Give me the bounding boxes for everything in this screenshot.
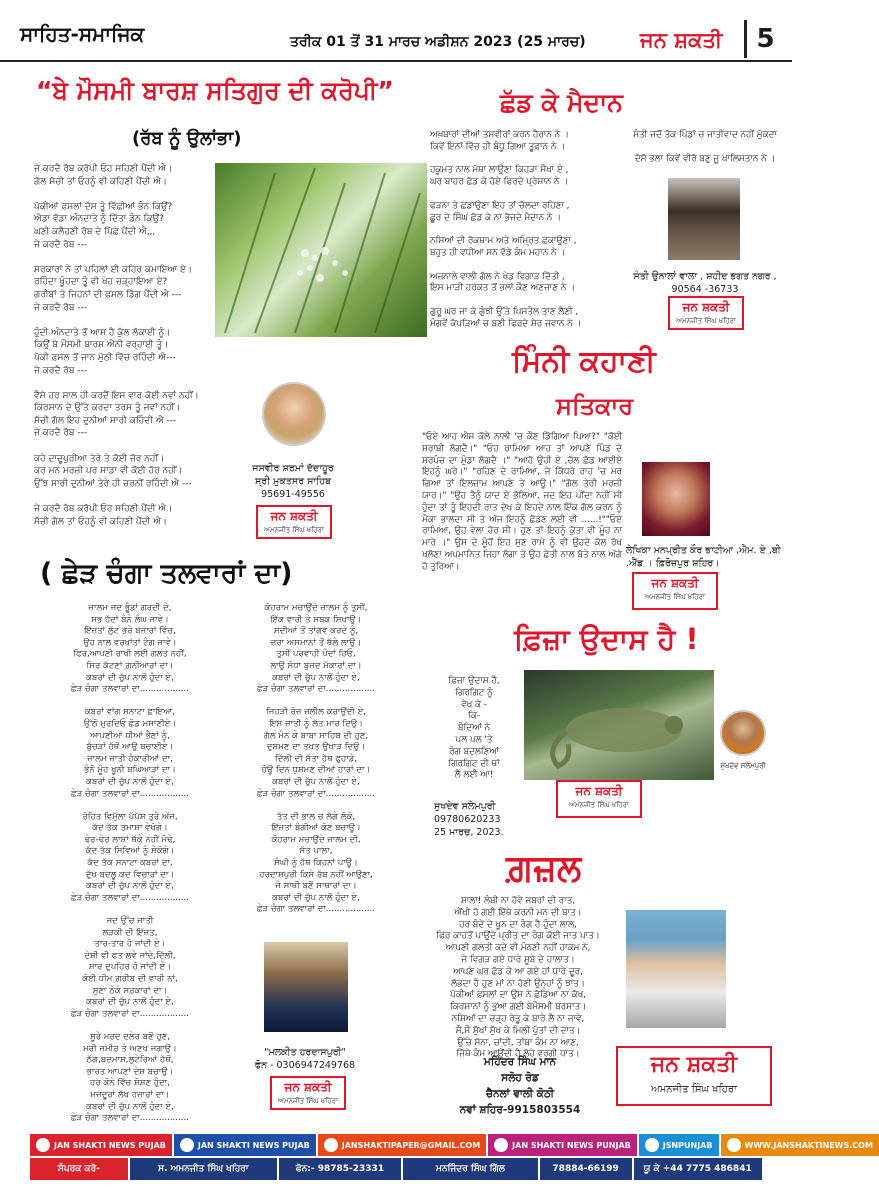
article6-author-line2: ਸਲੋਹ ਰੋਡ: [501, 1072, 539, 1084]
newspaper-logo: ਜਨ ਸ਼ਕਤੀ: [640, 28, 723, 52]
article6-author-name: ਮਹਿੰਦਰ ਸਿੰਘ ਮਾਨ: [483, 1056, 557, 1068]
contact-phone-uk[interactable]: ਯੂ ਕੇ +44 7775 486841: [634, 1158, 762, 1180]
globe-icon: [727, 1138, 741, 1152]
social-links-bar: [30, 1134, 873, 1156]
article5-body: ਫ਼ਿਜ਼ਾ ਉਦਾਸ ਹੈ, ਗਿਰਗਿਟ ਨੂੰ ਵੇਖ ਕੇ - ਕਿ- ਬੰਦਿਆਂ ਨੇ ਪਲ ਪਲ 'ਤੇ ਰੰਗ ਬਦਲਣਿਆਂ ਗਿਰਗਿਟ ਦੀ ਥਾਂ ਲੈ ਲਈ ਆ!: [448, 676, 500, 781]
email-link[interactable]: JANSHAKTIPAPER@GMAIL.COM: [318, 1134, 486, 1156]
author-manpreet-photo: [642, 462, 710, 536]
article2-col1: ਜ਼ਾਲਮ ਜਦ ਭੂੰਡਾਂ ਗਰਦੀ ਦੇ, ਸਭ ਹੱਦਾਂ ਬੰਨੇ ਲੰਘ ਜਾਵੇ। ਇੱਜ਼ਤਾਂ ਲੁੱਟ ਭਰੇ ਬਜ਼ਾਰਾਂ ਵਿੱਚ, ਉਹ ਨਾਲ ਵਰਖਾਂਤਾਂ ਟੰਗ ਜਾਵੇ। ਫਿਰ,ਆਪਣੀ ਰਾਖੀ ਲਈ ਗਲਤ ਨਹੀਂ, ਸਿਰ ਕੱਟਣਾਂ ਗ਼ਨੀਆਰਾਂ ਦਾ। ਕਬਰਾਂ ਦੀ ਚੁੱਪ ਨਾਲੋਂ ਹੁੰਦਾ ਏ, ਛੇੜ ਚੰਗਾ ਤਲਵਾਰਾਂ ਦਾ.................. ਕਬਰਾਂ ਵਾਂਗ ਸਨਾਟਾ ਛਾਇਆ, ਉੱਠੋ ਮੁਰਦਿਓ ਛੋਡ ਮਸਾਣੀਏ। ਆਪਣੀਆਂ ਧੀਆਂ ਭੈਣਾਂ ਨੂੰ, ਬੁੱਚੜਾਂ ਹੱਥੋਂ ਆਉ ਬਚਾਈਏ। ਜ਼ਾਲਮ ਜ਼ਾਤੀ ਹੰਕਾਰੀਆਂ ਦਾ, ਭੰਨੋ ਮੂੰਹ ਖੂਨੀ ਬਘਿਆੜਾਂ ਦਾ। ਕਬਰਾਂ ਦੀ ਚੁੱਪ ਨਾਲੋਂ ਹੁੰਦਾ ਏ, ਛੇੜ ਚੰਗਾ ਤਲਵਾਰਾਂ ਦਾ.................. ਰੋਹਿਤ ਵਿਮੁੱਲਾ ਪੱਪੱਸ਼ ਤੁਰੋ ਅੱਜ, ਕੱਦ ਤੱਕ ਤਮਾਸ਼ਾ ਵੇਖੋਗੇ। ਢੇਰ-ਢੇਰ ਲਾਸ਼ਾਂ ਥੱਕੇ ਨਹੀਂ ਮੋਢੇ, ਕੱਦ ਤੱਕ ਸਿਵਿਆਂ ਨੂੰ ਸੇਕੋਗੇ। ਕੱਦ ਤੱਕ ਸਨਾਟਾ ਕਬਰਾਂ ਦਾ, ਦੁੱਖ ਬਦਲੂ ਕਦ ਵਿਚਾਰਾਂ ਦਾ। ਕਬਰਾਂ ਦੀ ਚੁੱਪ ਨਾਲੋਂ ਹੁੰਦਾ ਏ, ਛੇੜ ਚੰਗਾ ਤਲਵਾਰਾਂ ਦਾ.................. ਜਦ ਉੱਚ ਜਾਤੀ ਲੜਕੀ ਦੀ ਇੱਜ਼ਤ, ਤਾਰ-ਤਾਰ ਹੋ ਜਾਂਦੀ ਏ। ਦੇਸ਼ੀ ਵੀ ਫਤ ਲਵੇ ਜਾਂਦੇ,ਦਿੱਲੀ, ਸ਼ਾਰ ਦੁਪਹਿਰ ਹੋ ਜਾਂਦੀ ਏ। ਕੋਈ ਧੀਮ ਗ਼ਰੀਬ ਦੀ ਵਾਰੀ ਨਾਂ, ਸੁਣਾ ਠੇਕੇ ਸਰਕਾਰਾਂ ਦਾ। ਕਬਰਾਂ ਦੀ ਚੁੱਪ ਨਾਲੋਂ ਹੁੰਦਾ ਏ, ਛੇੜ ਚੰਗਾ ਤਲਵਾਰਾਂ ਦਾ.................. ਸੂਰੇ ਮਰਦ ਦਲੇਰ ਬਣੋਂ ਹੁਣ, ਮਰੀ ਜ਼ਮੀਰ ਤੇ ਅਣਖ ਜਗਾਉ। ਠੱਗ,ਬਦਮਾਸ਼,ਲੁਟੇਰਿਆਂ ਹੱਥੋਂ, ਭਾਰਤ ਆਪਣਾਂ ਦੇਸ਼ ਬਚਾਉ। ਹਰ ਕੋਨੇ ਵਿੱਚ ਸ਼ੋਸ਼ਣ ਹੁੰਦਾ, ਮਜ਼ਦੂਰਾਂ ਲੱਖ ਹਜ਼ਾਰਾਂ ਦਾ। ਕਬਰਾਂ ਦੀ ਚੁੱਪ ਨਾਲੋਂ ਹੁੰਦਾ ਏ, ਛੇੜ ਚੰਗਾ ਤਲਵਾਰਾਂ ਦਾ..................: [71, 603, 189, 1124]
article5-author-date: 25 ਮਾਰਚ, 2023.: [434, 827, 504, 838]
article5-title: ਫ਼ਿਜ਼ਾ ਉਦਾਸ ਹੈ !: [514, 622, 699, 656]
article1-subtitle: (ਰੱਬ ਨੂੰ ਉਲਾਂਭਾ): [132, 128, 242, 149]
page-footer: [0, 1130, 873, 1200]
article3-title: ਛੱਡ ਕੇ ਮੈਦਾਨ: [500, 88, 623, 117]
author-jasvir-photo: [262, 382, 326, 446]
instagram-link[interactable]: JAN SHAKTI NEWS PUNJAB: [488, 1134, 637, 1156]
contact-name-1: ਸ. ਅਮਨਜੀਤ ਸਿੰਘ ਖਹਿਰਾ: [130, 1158, 277, 1180]
contact-phone-2[interactable]: 78884-66199: [540, 1158, 632, 1180]
contacts-bar: [30, 1158, 762, 1180]
facebook-link[interactable]: JAN SHAKTI NEWS PUJAB: [174, 1134, 316, 1156]
article3-author-phone: 90564 -36733: [671, 284, 739, 295]
article2-author-phone: ਫੋਨ - 0306947249768: [254, 1060, 356, 1071]
janshakti-stamp-2: ਜਨ ਸ਼ਕਤੀ ਅਮਨਜੀਤ ਸਿੰਘ ਖਹਿਰਾ: [270, 1076, 346, 1110]
facebook-icon: [180, 1138, 194, 1152]
article6-body: ਸ਼ਾਲਾ! ਲੰਬੀ ਨਾ ਹੋਵੇ ਜਬਰਾਂ ਦੀ ਰਾਤ, ਐਂਖੀ ਹੋ ਗਈ ਇੱਥੇ ਕਰਨੀ ਮਨ ਦੀ ਬਾਤ। ਹਰ ਬੰਦੇ ਦੇ ਖੂਨ ਦਾ ਰੰਗ ਹੈ ਹੁੰਦਾ ਲਾਲ, ਫਿਰ ਕਾਹਤੋਂ ਪਾਉਂਦੇ ਪ੍ਰੀਤ ਦਾ ਰੰਗ ਕੋਈ ਜਾਤ ਪਾਤ। ਆਪਣੀ ਗਲਤੀ ਕਦੇ ਵੀ ਮੰਨਣੀ ਨਹੀਂ ਹਾਕਮ ਨੇ, ਜੇ ਵਿਗੜ ਗਏ ਧਾਰੇ ਸੂਬੇ ਦੇ ਹਾਲਾਤ। ਆਪਣੇ ਘਰ ਛੱਡ ਕੇ ਆ ਗਏ ਹਾਂ ਧਾਰੇ ਦੂਰ, ਲੱਭਦਾ ਹੈ ਹੁਣ ਮਾਂ ਨਾ ਹੋਣੀ ਉਨ੍ਹਾਂ ਨੂੰ ਝਾਤ। ਪੱਕੀਆਂ ਫ਼ਸਲਾਂ ਦਾ ਉਸ ਨੇ ਛੱਡਿਆ ਨਾ ਕੱਖ, ਕਿਰਸਾਨਾਂ ਨੂੰ ਭੁਆ ਗਈ ਬੇਮੌਸਮੀ ਬਰਸਾਤ। ਨਸ਼ਿਆਂ ਦਾ ਚੜ੍ਹ ਰੇਤੂ ਕੇ ਬਾਰੇ ਲੈ ਨਾ ਜਾਵੇ, ਸੌ,ਸੌ ਸੁੱਖਾਂ ਸੁੱਖ ਕੇ ਮਿਲੀ ਪੁੱਤਾਂ ਦੀ ਦਾਤ। ਉੱਚੇ ਸੋਨਾ, ਚਾਂਦੀ, ਤਾਂਬਾ ਕੰਮ ਨਾ ਆਣ, ਜਿੱਥੇ ਕੰਮ ਆਉਂਦੀ ਹੈ ਲੋਹੇ ਵਰਗੀ ਧਾਤ।: [436, 896, 600, 1060]
janshakti-stamp-4: ਜਨ ਸ਼ਕਤੀ ਅਮਨਜੀਤ ਸਿੰਘ ਖਹਿਰਾ: [632, 572, 718, 610]
article4-author: ਲੇਖਿਕਾ ਮਨਪ੍ਰੀਤ ਕੌਰ ਭਾਟੀਆ ,ਐਮ. ਏ ,ਬੀ .ਐੱਡ । ਫ਼ਿਰੋਜ਼ਪੁਰ ਸ਼ਹਿਰ।: [626, 545, 781, 569]
contact-heading: ਸੰਪਰਕ ਕਰੋ-: [30, 1158, 128, 1180]
youtube-icon: [36, 1138, 50, 1152]
email-icon: [324, 1138, 338, 1152]
instagram-icon: [494, 1138, 508, 1152]
page-number: 5: [744, 20, 784, 58]
article6-author-line3: ਚੈਨਲਾਂ ਵਾਲੀ ਕੋਠੀ: [485, 1088, 555, 1100]
youtube-link[interactable]: JAN SHAKTI NEWS PUJAB: [30, 1134, 172, 1156]
contact-name-2: ਮਨਜਿੰਦਰ ਸਿੰਘ ਗਿੱਲ: [403, 1158, 538, 1180]
author-mahinder-photo: [626, 910, 726, 1028]
article3-col1: ਅਖ਼ਬਾਰਾਂ ਦੀਆਂ ਤਸਵੀਰਾਂ ਕਰਨ ਹੈਰਾਨ ਨੇ । ਕਿਵੇਂ ਇਨਾਂ ਵਿੱਚ ਹੀ ਬੰਧੂ ਗਿਆ ਤੂਫ਼ਾਨ ਨੇ । ਹਕੂਮਤ ਨਾਲ ਮੱਥਾ ਲਾਉਣਾ ਕਿਹੜਾ ਸੌਖਾ ਏ , ਘਰ ਬਾਹਰ ਛੱਡ ਕੇ ਹੋਏ ਫਿਰਦੇ ਪ੍ਰੇਸ਼ਾਨ ਨੇ । ਫੜਨਾ ਤੇ ਛਡਾਉਣਾ ਇਹ ਤਾਂ ਚੱਲਦਾ ਰਹਿਣਾ , ਛੂਰ ਦੇ ਸਿੰਘ ਛੱਡ ਕੇ ਨਾ ਭੱਜਦੇ ਮੈਦਾਨ ਨੇ । ਨਸ਼ਿਆਂ ਦੀ ਰੋਕਥਾਮ ਅਤੇ ਅਮ੍ਰਿਤ ਛਕਾਉਣਾ , ਬਹੁਤ ਹੀ ਵਧੀਆ ਸਨ ਵੱਡੇ ਕੰਮ ਮਹਾਨ ਨੇ । ਅਜਨਾਲੇ ਵਾਲੀ ਗੱਲ ਨੇ ਖੇਡ ਵਿਗਾੜ ਦਿੱਤੀ , ਇਸ ਮਾੜੀ ਹਰਕਤ ਤੋਂ ਭਲਾਂ ਕੌਣ ਅਣਜਾਣ ਨੇ । ਗੁਰੂ ਘਰ ਜਾ ਕੇ ਗੁੰਝੀ ਉੱਤੇ ਪਿਸਤੌਲ ਤਾਣ ਲੈਣੀ , ਮੰਗਵੇਂ ਕੱਪੜਿਆਂ ਚ ਬਣੀ ਫਿਰਦੇ ਸ਼ੇਰ ਜਵਾਨ ਨੇ ।: [430, 130, 582, 329]
twitter-icon: [645, 1138, 659, 1152]
author-sukhdev-photo: [720, 710, 766, 756]
article2-col2: ਕੋਹਰਾਮ ਮਚਾਉਂਦੇ ਜ਼ਾਲਮ ਨੂੰ ਤੁਸੀਂ, ਇੱਕ ਵਾਰੀ ਤੇ ਸਬਕ ਸਿਖਾਉ। ਸਦੀਆਂ ਤੋਂ ਤਾਂਗਵ ਕਰਦੇ ਨੂੰ, ਜ਼ਰਾ ਅਸਮਾਨਾਂ ਤੋਂ ਥੱਲੇ ਲਾਉ। ਤੁਸੀਂ ਪਰਵਾਹੀ ਪੰਦਾਂ ਹਿਓ, ਲਾਉ ਸੋਧਾ ਬੁਜ਼ਦ ਮੱਕਾਰਾਂ ਦਾ। ਕਬਰਾਂ ਦੀ ਚੁੱਪ ਨਾਲੋਂ ਹੁੰਦਾ ਏ, ਛੇੜ ਚੰਗਾ ਤਲਵਾਰਾਂ ਦਾ.................. ਜਿਹੜੀ ਰੋਜ਼ ਜ਼ਲੀਲ ਕਰਾਉਂਦੀ ਏ, ਇਸ ਜ਼ਾਤੀ ਨੂੰ ਲੱਤ ਮਾਰ ਦਿਉ। ਗੱਲ ਮੰਨ ਕੇ ਬਾਬਾ ਸਾਹਿਬ ਦੀ ਹੁਣ, ਦੁਸ਼ਮਣ ਦਾ ਤਖ਼ਤ ਉਖਾੜ ਦਿਉ। ਦਿੱਲੀ ਦੀ ਸੱਤਾ ਹੱਥ ਫੁਹਾਡੇ, ਹੋਊ ਦਿਨ ਧੁਸ਼ਮਣ ਦੀਆਂ ਹਾਰਾਂ ਦਾ। ਕਬਰਾਂ ਦੀ ਚੁੱਪ ਨਾਲੋਂ ਹੁੰਦਾ ਏ, ਛੇੜ ਚੰਗਾ ਤਲਵਾਰਾਂ ਦਾ.................. ਤੱਤ ਦੀ ਭਾਲ ਚ ਲੱਗੇ ਲੋਕੋ, ਇੱਜ਼ਤਾਂ ਬੰਗੀਆਂ ਕੋਣ ਬਚਾਊ। ਕੋਹਰਾਮ ਮਚਾਉਂਦੇ ਜ਼ਾਲਮ ਦੀ, ਸੱਤ ਪਾਲਾ, ਸੰਘੀ ਨੂੰ ਹੱਥ ਕਿਹਨਾਂ ਪਾਊ। ਹਰਦਾਸਪੁਰੀ ਕਿਸੇ ਰੱਬ ਨਹੀਂ ਆਉਣਾ, ਜੇ ਸਾਥੀ ਬਣੋਂ ਸਾਥਾਰਾਂ ਦਾ। ਕਬਰਾਂ ਦੀ ਚੁੱਪ ਨਾਲੋਂ ਹੁੰਦਾ ਏ, ਛੇੜ ਚੰਗਾ ਤਲਵਾਰਾਂ ਦਾ..................: [257, 603, 375, 915]
article1-body: ਜੇ ਕਰਦੈ ਰੱਬ ਕਰੋਪੀ ਓਹ ਸਹਿਣੀ ਪੈਂਦੀ ਐ। ਗੱਲ ਸੱਚੀ ਤਾਂ ਓਹਨੂੰ ਵੀ ਕਹਿਣੀ ਪੈਂਦੀ ਐ। ਪੱਕੀਆਂ ਫ਼ਸਲਾਂ ਦੱਸ ਤੂੰ ਵਿੱਛੀਆਂ ਭੰਨ ਕਿਉਂ? ਐਡਾ ਵੱਡਾ ਅੰਨਦਾਤੇ ਨੂੰ ਦਿੱਤਾ ਡੰਨ ਕਿਉਂ? ਘਣੀ ਕਲੈਹਣੀ ਰੱਬ ਦੇ ਪਿੱਛੇ ਪੈਂਦੀ ਐ,,, ਜੇ ਕਰਦੈ ਰੱਬ --- ਸਰਕਾਰਾਂ ਨੇ ਤਾਂ ਪਹਿਲਾਂ ਈ ਕਹਿਰ ਕਮਾਇਆ ਏ। ਰਹਿੰਦਾ ਖੂੰਹਦਾ ਤੂੰ ਵੀ ਖੇਹ ਚੜ੍ਹਾਇਆ ਏ? ਗਰੀਬਾਂ ਤੇ ਜਿਹਨਾਂ ਦੀ ਫ਼ਸਲ ਡਿੱਗ ਪੈਂਦੀ ਐ --- ਜੇ ਕਰਦੈ ਰੱਬ --- ਹੁੰਦੀ ਅੰਨਦਾਤੇ ਤੋਂ ਆਸ ਹੈ ਕੁੱਲ ਲੋਕਾਈ ਨੂੰ। ਕਿਉਂ ਬੇ ਮੌਸਮੀ ਬਾਰਸ਼ ਐਨੀ ਵਰ੍ਹਾਈ ਤੂੰ। ਪੱਕੀ ਫ਼ਸਲ ਤੋਂ ਜਾਨ ਮੁੱਠੀ ਵਿੱਚ ਰਹਿੰਦੀ ਐ--- ਜੇ ਕਰਦੈ ਰੱਬ --- ਵੈਸੇ ਹਰ ਸਾਲ ਹੀ ਕਰਦੈਂ ਇਸ ਵਾਰ ਕੋਈ ਨਵਾਂ ਨਹੀਂ। ਕਿਰਸਾਨ ਦੇ ਉੱਤੇ ਕਰਦਾ ਤਰਸ ਤੂੰ ਜਵਾਂ ਨਹੀਂ। ਸੱਚੀ ਗੱਲ ਇਹ ਦੁਨੀਆਂ ਸਾਰੀ ਕਹਿੰਦੀ ਐ --- ਜੇ ਕਰਦੈ ਰੱਬ --- ਕਹੇ ਦਾਦੂਪੁਰੀਆ ਤੇਰੇ ਤੇ ਕੋਈ ਜ਼ੋਰ ਨਹੀਂ। ਕਰ ਮਨ ਮਰਜ਼ੀ ਪਰ ਸਾਡਾ ਵੀ ਕੋਈ ਹੋਰ ਨਹੀਂ। ਉੱਝ ਸਾਰੀ ਦੁਨੀਆਂ ਤੇਰੇ ਹੀ ਚਰਨੀਂ ਰਹਿੰਦੀ ਐ --- ਜੇ ਕਰਦੈ ਰੱਬ ਕਰੋਪੀ ਓਹ ਸਹਿਣੀ ਪੈਂਦੀ ਐ। ਸੱਚੀ ਗੱਲ ਤਾਂ ਓਹਨੂੰ ਵੀ ਕਹਿਣੀ ਪੈਂਦੀ ਐ।: [34, 164, 199, 527]
article6-title: ਗ਼ਜ਼ਲ: [506, 848, 582, 889]
article4-section-title: ਮਿੰਨੀ ਕਹਾਣੀ: [512, 344, 656, 379]
article2-author-name: "ਮਲਕੀਤ ਹਰਦਾਸਪੁਰੀ": [264, 1047, 346, 1058]
article5-photo-caption: ਸੁਖਦੇਵ ਸਲੇਮਪੁਰੀ: [720, 762, 766, 770]
page-header: [0, 0, 792, 62]
contact-phone-1[interactable]: ਫੋਨ:- 98785-23331: [279, 1158, 401, 1180]
article4-body: "ਓਏ ਆਹ ਐਸ ਕੋਲੇ ਨਾਲੀ 'ਚ ਕੌਣ ਡਿੱਗਿਆ ਪਿਆ?" "ਕੋਈ ਸ਼ਰਾਬੀ ਲੱਗਦੈ।" "ਓਹ ਰਾਮਿਆ ਆਹ ਤਾਂ ਆਪਣੇ ਪਿੰਡ ਦੇ ਸਰਪੰਚ ਦਾ ਮੁੰਡਾ ਲੱਗਦੈ ।" "ਆਹੋ ਉਹੀ ਏ ,ਚੱਲ ਛੱਡ ਆਈਏ ਇਹਨੂੰ ਘਰੇ।" "ਰਹਿਣ ਦੇ ਰਾਮਿਆ, ਜੇ ਕਿੱਧਰੇ ਰਾਹ 'ਚ ਮਰ ਗਿਆ ਤਾਂ ਇਲਜ਼ਾਮ ਆਪਣੇ ਤੇ ਆਊ।" "ਗੱਲ ਤੇਰੀ ਮਰਜ਼ੀ ਯਾਰ।" "ਉਹ ਤੈਨੂੰ ਯਾਦ ਏ ਭੋਲਿਆ, ਜਦ ਇਹ ਪੀਂਦਾ ਨਹੀਂ ਸੀ ਹੁੰਦਾ ਤਾਂ ਤੂੰ ਇਹਦੀ ਰਾਤ ਦੇਖ ਕੇ ਇਹਦੇ ਨਾਲ ਇੱਕ ਗੱਲ ਕਰਨ ਨੂੰ ਮੌਕਾ ਭਾਲਦਾ ਸੀ ਤੇ ਅੱਜ ਇਹਨੂੰ ਛੱਡਣ ਲਈ ਵੀ ......!""ਓਏ ਰਾਮਿਆ, ਉਹ ਵੇਲਾ ਹੋਰ ਸੀ। ਹੁਣ ਤਾਂ ਇਹਨੂੰ ਕੁੱਤਾ ਵੀ ਮੂੰਹ ਨਾ ਮਾਰੇ ।" ਉਸ ਦੇ ਮੂੰਹੋਂ ਇਹ ਸੁਣ ਰਾਮੇ ਨੂੰ ਵੀ ਉਹਦੇ ਕੋਲ ਰੱਖ ਖਲੋਣਾ ਅਪਮਾਨਿਤ ਜਿਹਾ ਲੱਗਾ ਤੇ ਉਹ ਛੇਤੀ ਨਾਲ ਬੱਤੇ ਨਾਲ ਅੱਗੇ ਹੋ ਤੁਰਿਆ।: [422, 432, 622, 572]
twitter-link[interactable]: JSNPUNJAB: [639, 1134, 719, 1156]
article5-author-phone: 09780620233: [434, 814, 501, 825]
edition-date: ਤਰੀਕ 01 ਤੋਂ 31 ਮਾਰਚ ਅਡੀਸ਼ਨ 2023 (25 ਮਾਰਚ): [290, 34, 586, 50]
hailstorm-crops-photo: [215, 163, 427, 337]
section-label: ਸਾਹਿਤ-ਸਮਾਜਿਕ: [20, 22, 145, 46]
article1-author-place: ਸ੍ਰੀ ਮੁਕਤਸਰ ਸਾਹਿਬ: [254, 476, 331, 487]
article4-title: ਸਤਿਕਾਰ: [556, 392, 634, 420]
article3-author-name: ਸੰਤੀ ਉਨਾਲਾਂ ਵਾਲਾ , ਸ਼ਹੀਦ ਭਗਤ ਨਗਰ ,: [633, 271, 777, 282]
author-santi-photo: [668, 178, 740, 260]
article3-col2: ਸੰਤੀ ਜਦੋਂ ਤੱਕ ਪਿੰਡਾਂ ਚ ਜਾਤੀਵਾਦ ਨਹੀਂ ਮੁੱਕਦਾ ਦੱਸੋ ਭਲਾ ਕਿਵੇਂ ਵੀਰੋ ਬਣੁ ਜੂ ਖਾਲਿਸਤਾਨ ਨੇ ।: [633, 130, 777, 164]
author-malkit-photo: [264, 942, 348, 1032]
article6-author-line4: ਨਵਾਂ ਸ਼ਹਿਰ-9915803554: [459, 1104, 581, 1116]
website-link[interactable]: WWW.JANSHAKTINEWS.COM: [721, 1134, 879, 1156]
article1-author-name: ਜਸਵੀਰ ਸ਼ਰਮਾਂ ਦੱਦਾਹੂਰ: [252, 463, 334, 474]
janshakti-stamp-1: ਜਨ ਸ਼ਕਤੀ ਅਮਨਜੀਤ ਸਿੰਘ ਖਹਿਰਾ: [256, 505, 332, 539]
article5-author-name: ਸੁਖਦੇਵ ਸਲੇਮਪੁਰੀ: [434, 801, 496, 812]
article1-title: “ਬੇ ਮੌਸਮੀ ਬਾਰਸ਼ ਸਤਿਗੁਰ ਦੀ ਕਰੋਪੀ”: [36, 76, 394, 105]
article1-author-phone: 95691-49556: [261, 489, 325, 500]
janshakti-stamp-5: ਜਨ ਸ਼ਕਤੀ ਅਮਨਜੀਤ ਸਿੰਘ ਖਹਿਰਾ: [556, 780, 642, 818]
janshakti-stamp-3: ਜਨ ਸ਼ਕਤੀ ਅਮਨਜੀਤ ਸਿੰਘ ਖਹਿਰਾ: [668, 296, 744, 330]
janshakti-stamp-6: ਜਨ ਸ਼ਕਤੀ ਅਮਨਜੀਤ ਸਿੰਘ ਖਹਿਰਾ: [616, 1046, 772, 1106]
chameleon-photo: [524, 670, 714, 780]
article2-title: ( ਛੇੜ ਚੰਗਾ ਤਲਵਾਰਾਂ ਦਾ): [40, 558, 293, 589]
